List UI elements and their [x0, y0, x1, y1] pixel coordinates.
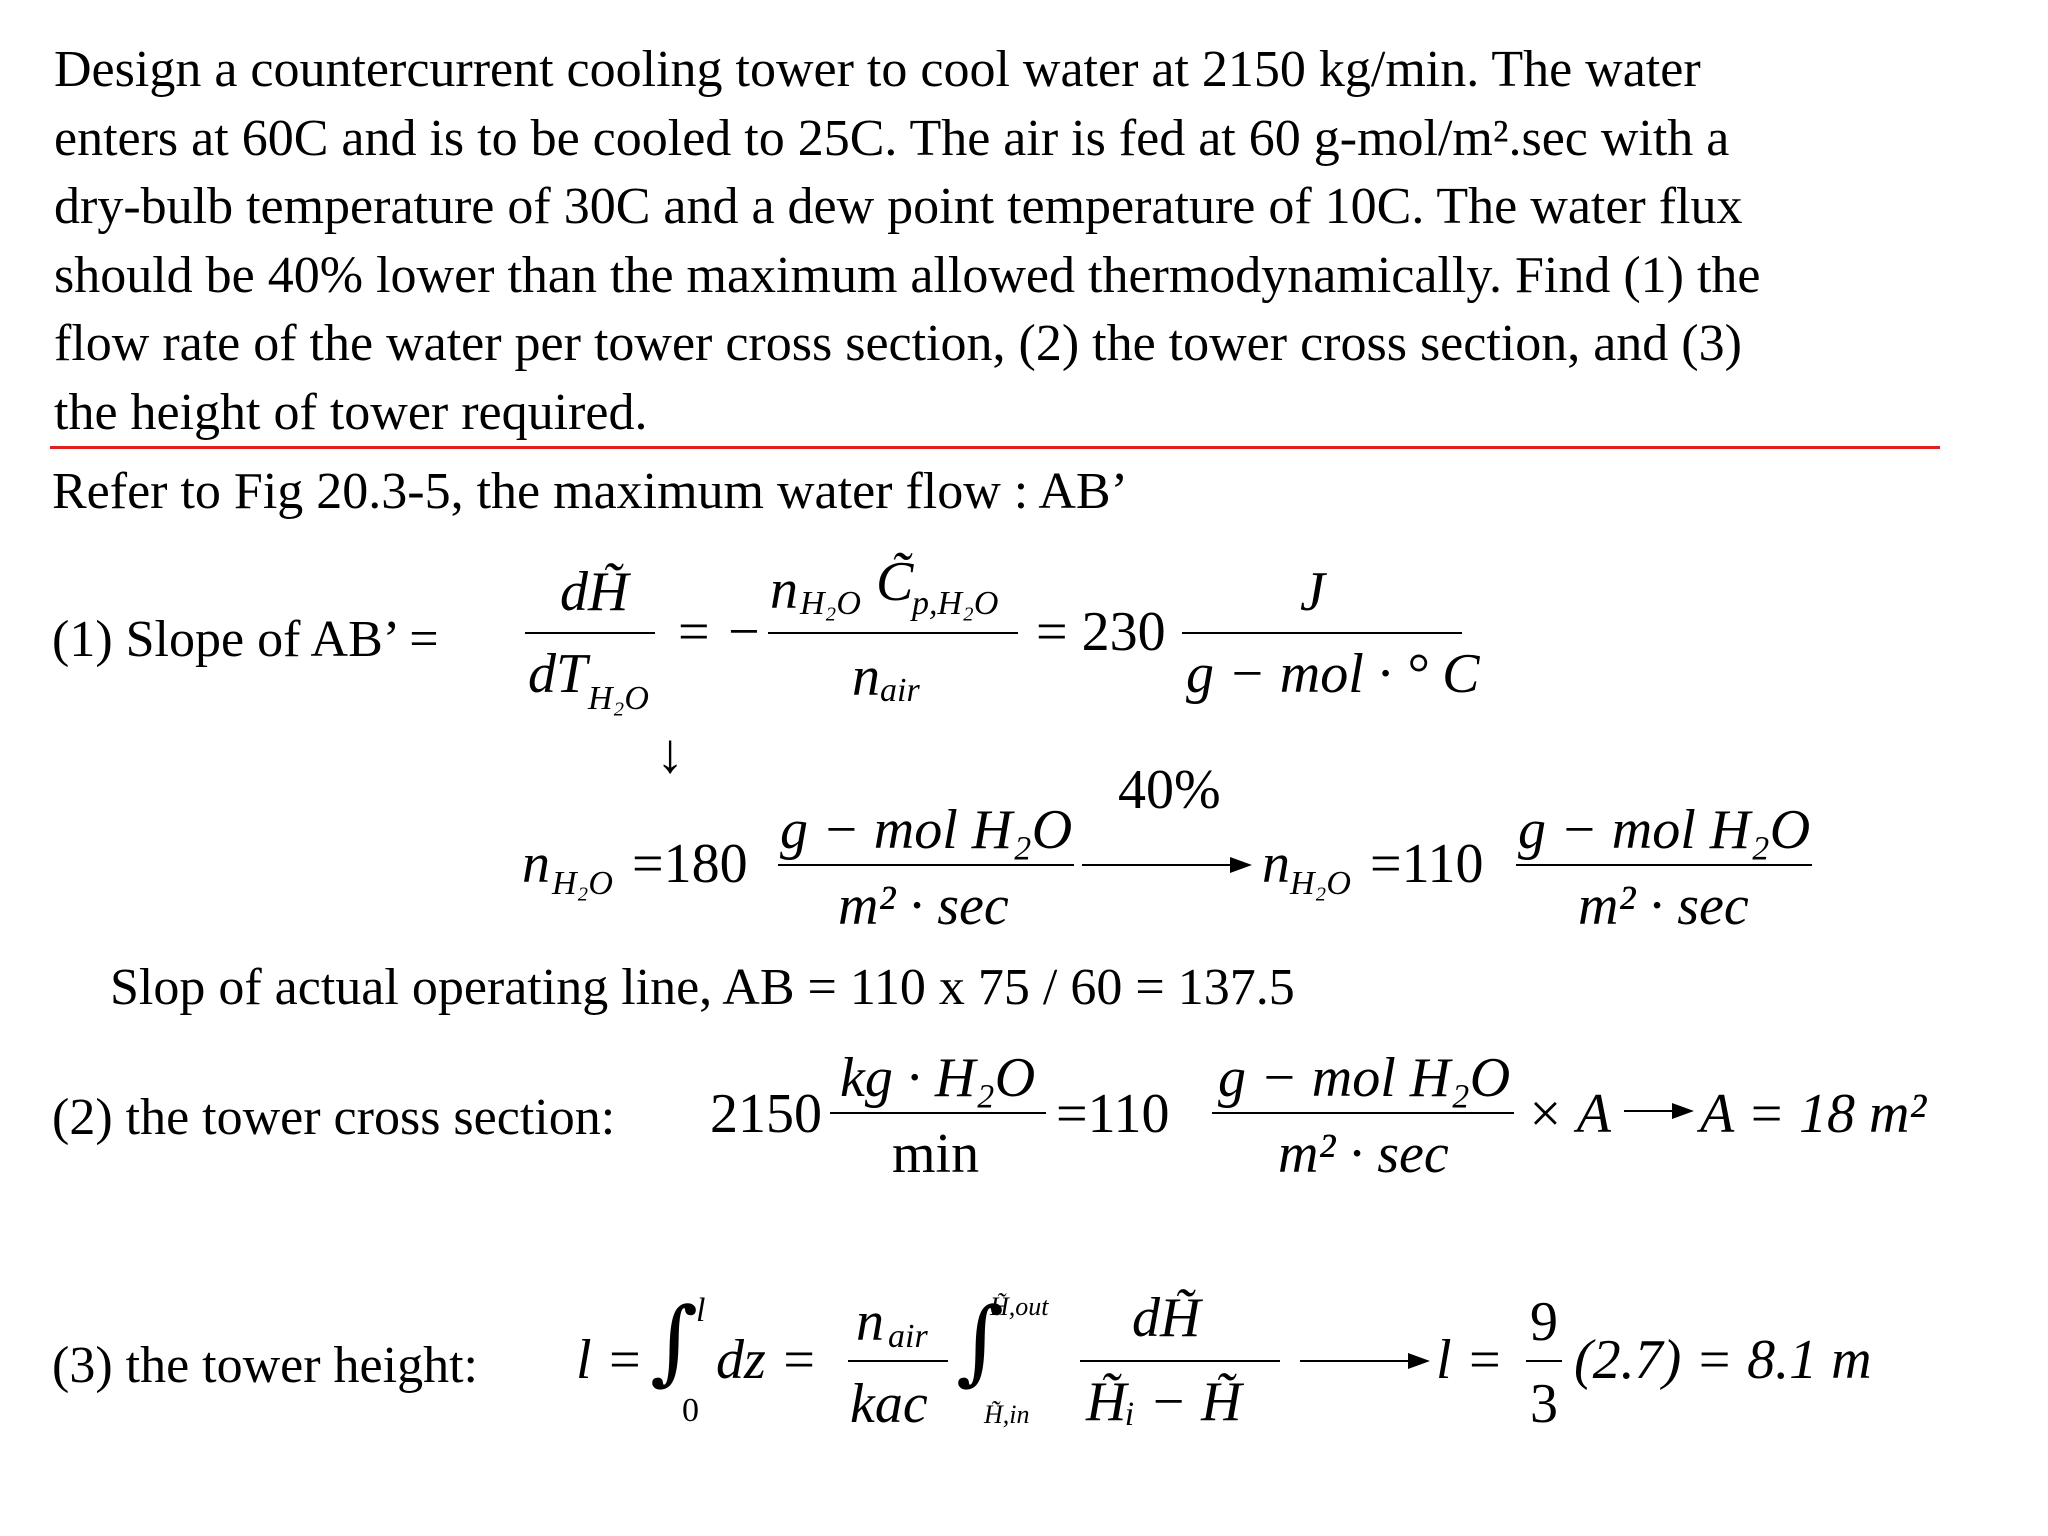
- equals-sign: =: [678, 601, 710, 663]
- part2-unit-num: g − mol H₂O: [1218, 1047, 1511, 1109]
- unit2-numerator: g − mol H₂O: [780, 799, 1073, 861]
- n-h2o-right: n: [1262, 833, 1290, 895]
- part1-frac2-n: n: [770, 559, 798, 621]
- int-upper: l: [696, 1292, 706, 1329]
- part2-times: × A: [1526, 1083, 1611, 1145]
- integral-sign-2: ∫: [956, 1288, 1004, 1395]
- integral-sign: ∫: [650, 1288, 698, 1395]
- unit-bar: [1182, 632, 1462, 634]
- part2-unit-den: m² · sec: [1278, 1123, 1449, 1185]
- n-h2o-left-value: =180: [632, 833, 748, 895]
- part2-label: (2) the tower cross section:: [52, 1089, 616, 1146]
- part1-frac2-c: C̃: [876, 551, 914, 613]
- dz: dz =: [716, 1329, 818, 1391]
- part3-frac2-num: dH̃: [1132, 1287, 1201, 1349]
- down-arrow: ↓: [656, 723, 684, 785]
- part3-l-res: l =: [1436, 1329, 1504, 1391]
- part2-unit-bar: [1212, 1112, 1514, 1114]
- problem-line: enters at 60C and is to be cooled to 25C. The air is fed at 60 g-mol/m².sec with a: [54, 109, 1730, 167]
- part1-frac1-denominator: dT: [528, 643, 588, 705]
- unit-numerator: J: [1300, 561, 1325, 623]
- part2-arrow-line: [1624, 1110, 1674, 1112]
- part3-nine-three-bar: [1526, 1360, 1562, 1362]
- refer-line: Refer to Fig 20.3-5, the maximum water flow : AB’: [52, 463, 1128, 520]
- part3-result: (2.7) = 8.1 m: [1574, 1329, 1872, 1391]
- part3-label: (3) the tower height:: [52, 1337, 478, 1394]
- int2-upper: H̃,out: [990, 1292, 1049, 1321]
- part1-frac1-numerator: dH̃: [560, 561, 629, 623]
- part3-frac-num: n: [856, 1291, 884, 1353]
- part2-frac-num: kg · H₂O: [840, 1047, 1036, 1109]
- slope-actual: Slop of actual operating line, AB = 110 x 75 / 60 = 137.5: [110, 959, 1295, 1016]
- part2-value: 2150: [710, 1083, 822, 1145]
- int-lower: 0: [682, 1392, 699, 1429]
- part2-arrow-head: [1672, 1103, 1694, 1119]
- fraction-three: 3: [1530, 1373, 1558, 1435]
- unit2-denominator: m² · sec: [838, 875, 1009, 937]
- percent-label: 40%: [1118, 759, 1221, 821]
- problem-line: Design a countercurrent cooling tower to cool water at 2150 kg/min. The water: [54, 41, 1701, 98]
- part3-frac-den: kac: [850, 1373, 928, 1435]
- part3-l-eq: l =: [576, 1329, 644, 1391]
- unit3-bar: [1516, 864, 1812, 866]
- part2-equals: =110: [1056, 1083, 1170, 1145]
- part3-frac2-bar: [1080, 1360, 1280, 1362]
- part1-frac1-den-sub: H₂O: [588, 680, 649, 717]
- n-h2o-right-value: =110: [1370, 833, 1484, 895]
- problem-line: should be 40% lower than the maximum allowed thermodynamically. Find (1) the: [54, 246, 1761, 304]
- problem-line: the height of tower required.: [54, 383, 648, 441]
- n-h2o-right-sub: H₂O: [1290, 865, 1351, 902]
- unit3-denominator: m² · sec: [1578, 875, 1749, 937]
- unit3-numerator: g − mol H₂O: [1518, 799, 1811, 861]
- equals-230: = 230: [1036, 601, 1166, 663]
- divider-line: [50, 446, 1940, 449]
- part1-frac1-bar: [525, 632, 655, 634]
- part3-frac-num-sub: air: [888, 1318, 928, 1355]
- part1-frac2-den: n: [852, 646, 880, 708]
- part1-frac2-den-sub: air: [880, 672, 920, 709]
- arrow-line: [1082, 864, 1232, 866]
- part1-label: (1) Slope of AB’ =: [52, 611, 439, 668]
- fraction-nine: 9: [1530, 1291, 1558, 1353]
- problem-line: dry-bulb temperature of 30C and a dew point temperature of 10C. The water flux: [54, 178, 1743, 235]
- part3-frac-bar: [848, 1360, 948, 1362]
- part3-frac2-den: H̃ᵢ − H̃: [1086, 1371, 1242, 1433]
- part2-frac-den: min: [892, 1123, 980, 1185]
- n-h2o-left-sub: H₂O: [552, 865, 613, 902]
- n-h2o-left: n: [522, 833, 550, 895]
- problem-statement: [54, 36, 2004, 447]
- part1-frac2-c-sub: p,H₂O: [912, 585, 999, 622]
- part1-frac2-bar: [768, 632, 1018, 634]
- part2-result: A = 18 m²: [1700, 1083, 1927, 1145]
- arrow-head: [1230, 857, 1252, 873]
- part2-frac-bar: [830, 1112, 1046, 1114]
- part3-arrow-head: [1408, 1353, 1430, 1369]
- int2-lower: H̃,in: [984, 1400, 1030, 1429]
- minus-sign: −: [728, 601, 760, 663]
- problem-line: flow rate of the water per tower cross section, (2) the tower cross section, and (3): [54, 315, 1742, 372]
- part1-frac2-n-sub: H₂O: [800, 585, 861, 622]
- unit2-bar: [778, 864, 1074, 866]
- part3-arrow-line: [1300, 1360, 1410, 1362]
- unit-denominator: g − mol · ° C: [1186, 643, 1480, 705]
